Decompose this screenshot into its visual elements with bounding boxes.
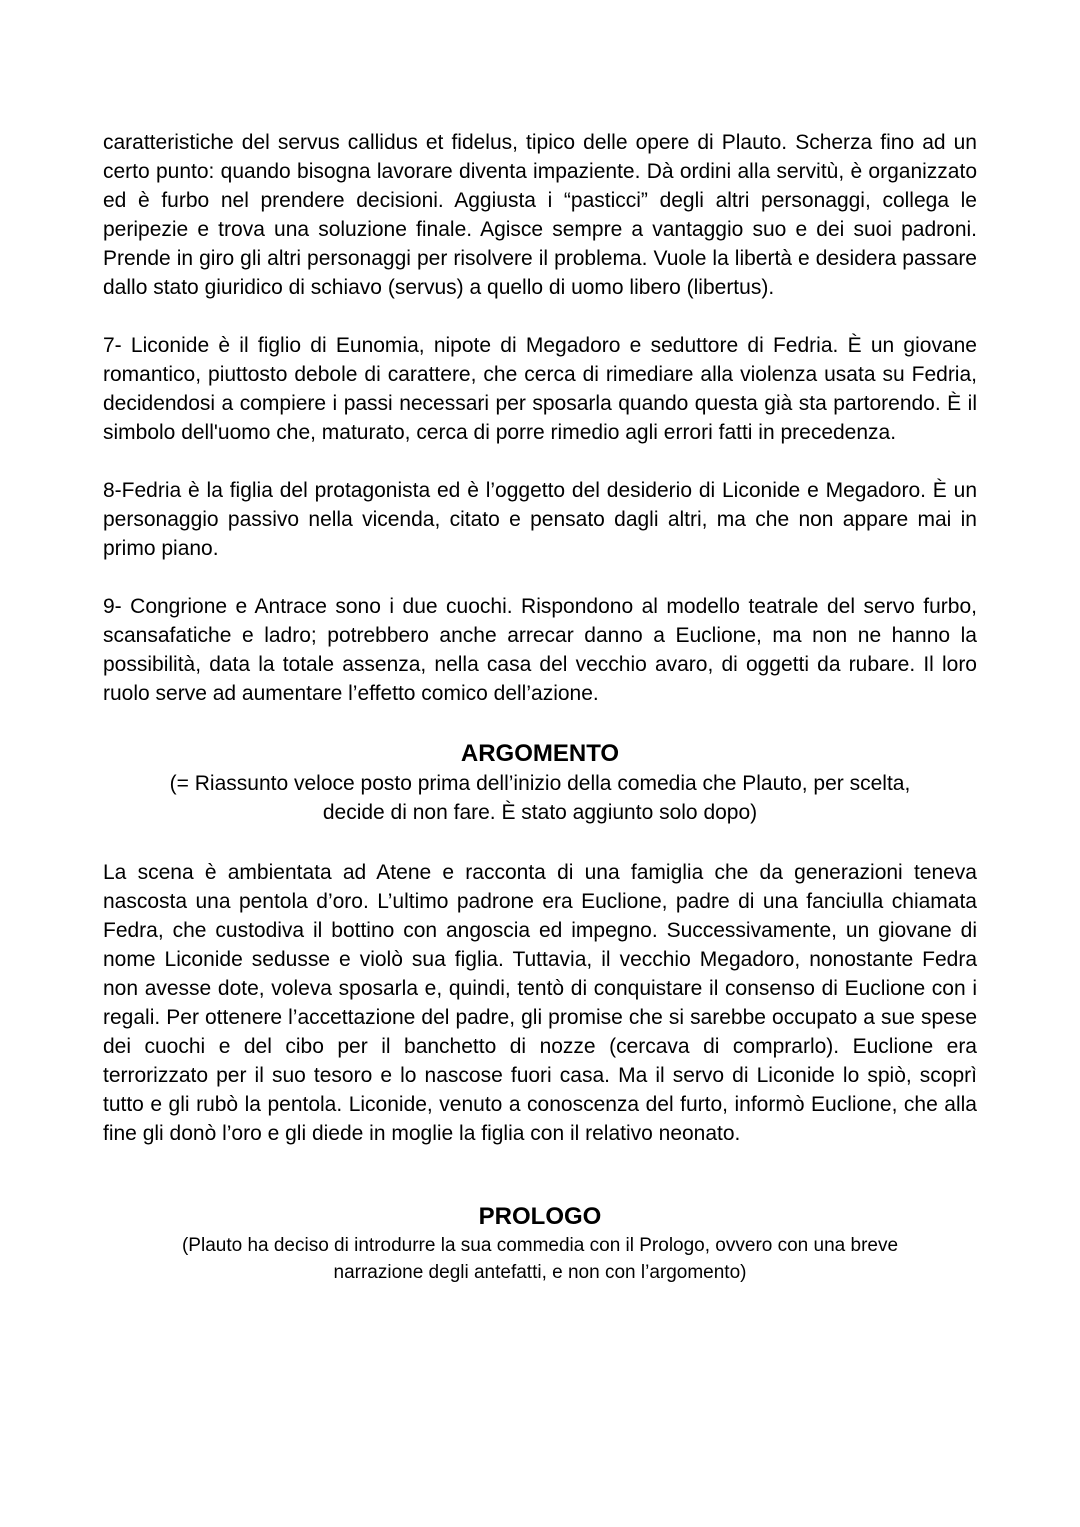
prologo-note-line-1: (Plauto ha deciso di introdurre la sua commedia con il Prologo, ovvero con una breve (181, 1235, 899, 1256)
paragraph-servo: caratteristiche del servus callidus et fidelus, tipico delle opere di Plauto. Scherza fino ad un certo punto: quando bisogna lavorare diventa impaziente. Dà ordini alla servitù, è organizzato ed è furbo nel prendere decisioni. Aggiusta i “pasticci” degli altri personaggi, collega le peripezie e trova una soluzione finale. Agisce sempre a vantaggio suo e dei suoi padroni. Prende in giro gli altri personaggi per risolvere il problema. Vuole la libertà e desidera passare dallo stato giuridico di schiavo (servus) a quello di uomo libero (libertus). (103, 131, 977, 299)
argomento-heading: ARGOMENTO (460, 740, 620, 767)
prologo-note-line-2: narrazione degli antefatti, e non con l’argomento) (333, 1262, 747, 1283)
argomento-text: La scena è ambientata ad Atene e racconta di una famiglia che da generazioni teneva nascosta una pentola d’oro. L’ultimo padrone era Euclione, padre di una fanciulla chiamata Fedra, che custodiva il bottino con angoscia ed impegno. Successivamente, un giovane di nome Liconide sedusse e violò sua figlia. Tuttavia, il vecchio Megadoro, nonostante Fedra non avesse dote, voleva sposarla e, quindi, tentò di conquistare il consenso di Euclione con i regali. Per ottenere l’accettazione del padre, gli promise che si sarebbe occupato a sue spese dei cuochi e del cibo per il banchetto di nozze (cercava di comprarlo). Euclione era terrorizzato per il suo tesoro e lo nascose fuori casa. Ma il servo di Liconide lo spiò, scoprì tutto e gli rubò la pentola. Liconide, venuto a conoscenza del furto, informò Euclione, che alla fine gli donò l’oro e gli diede in moglie la figlia con il relativo neonato. (103, 861, 977, 1145)
prologo-heading: PROLOGO (478, 1203, 602, 1230)
argomento-note-line-2: decide di non fare. È stato aggiunto solo dopo) (322, 801, 758, 824)
paragraph-cuochi: 9- Congrione e Antrace sono i due cuochi. Rispondono al modello teatrale del servo furbo, scansafatiche e ladro; potrebbero anche arrecar danno a Euclione, ma non ne hanno la possibilità, data la totale assenza, nella casa del vecchio avaro, di oggetti da rubare. Il loro ruolo serve ad aumentare l’effetto comico dell’azione. (103, 595, 977, 705)
paragraph-fedria: 8-Fedria è la figlia del protagonista ed è l’oggetto del desiderio di Liconide e Megadoro. È un personaggio passivo nella vicenda, citato e pensato dagli altri, ma che non appare mai in primo piano. (103, 479, 977, 560)
argomento-note-line-1: (= Riassunto veloce posto prima dell’inizio della comedia che Plauto, per scelta, (169, 772, 911, 795)
document-page (103, 128, 977, 1286)
paragraph-liconide: 7- Liconide è il figlio di Eunomia, nipote di Megadoro e seduttore di Fedria. È un giovane romantico, piuttosto debole di carattere, che cerca di rimediare alla violenza usata su Fedria, decidendosi a compiere i passi necessari per sposarla quando questa già sta partorendo. È il simbolo dell'uomo che, maturato, cerca di porre rimedio agli errori fatti in precedenza. (103, 334, 977, 444)
